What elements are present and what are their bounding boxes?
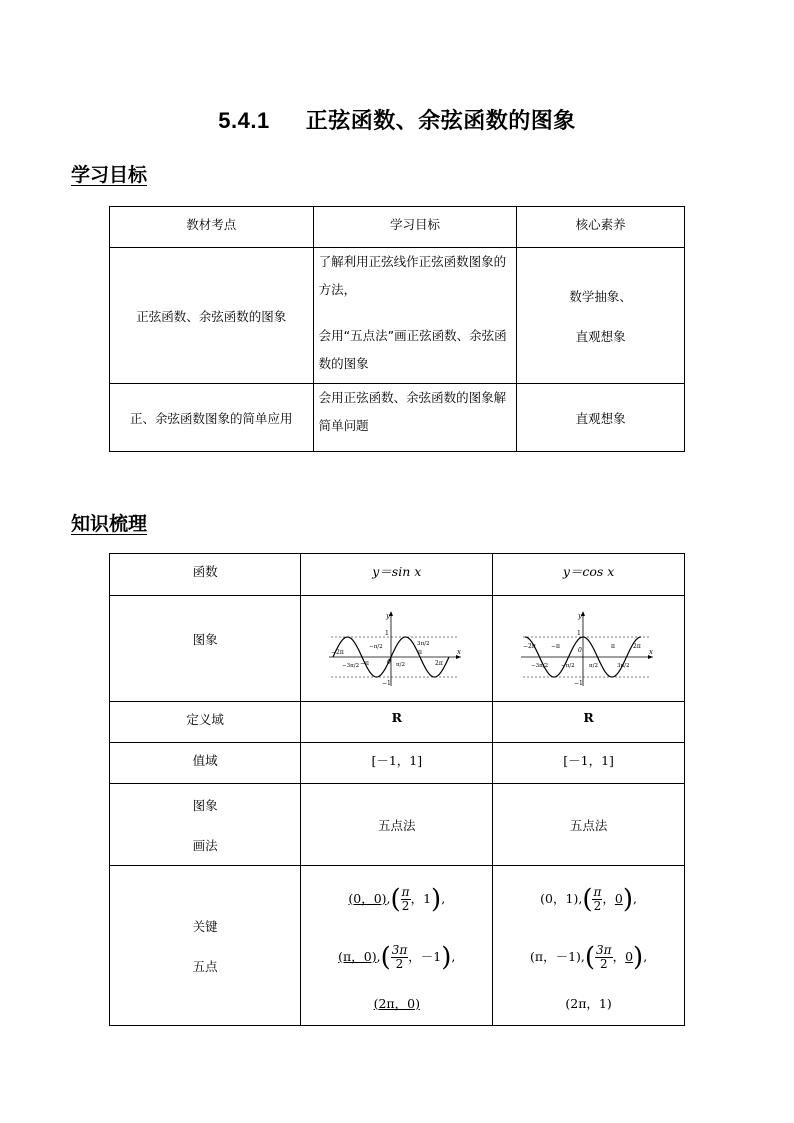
cos-label-one: 1 [576, 629, 581, 637]
sin-kp1: (0，0) [348, 890, 387, 906]
section-number: 5.4.1 [218, 108, 270, 133]
cos-label-negpi: −π [550, 642, 560, 650]
sin-kp5: (2π，0) [373, 995, 420, 1011]
cos-label-2pi: 2π [632, 642, 641, 650]
sin-kp4-val: －1 [420, 948, 442, 964]
cos-y-label: y [577, 611, 582, 620]
method-label-b: 画法 [192, 837, 218, 853]
heading-learning-objectives: 学习目标 [71, 164, 148, 186]
key-points-label [110, 866, 301, 1026]
sin-kp2-den: 2 [401, 898, 410, 913]
sin-kp3: (π，0) [338, 948, 377, 964]
sin-kp-line2: (π，0),( $\frac{3\pi}{2}$ ，－1), [338, 942, 456, 972]
domain-cos: R [493, 702, 685, 743]
domain-sin: R [301, 702, 493, 743]
row1-literacy-b: 直观想象 [575, 328, 626, 344]
cos-graph [521, 610, 657, 688]
cos-label-3half: 3π/2 [616, 662, 630, 669]
sin-kp4-num: 3π [391, 942, 408, 957]
domain-label: 定义域 [110, 702, 301, 743]
page-title [0, 104, 794, 135]
header-sin: y＝sin x [301, 554, 493, 596]
knowledge-table [109, 553, 685, 1026]
method-label [110, 784, 301, 866]
cos-label-pi: π [610, 642, 615, 650]
heading-knowledge-summary: 知识梳理 [71, 513, 148, 535]
sin-y-label: y [385, 611, 390, 620]
header-cos: y＝cos x [493, 554, 685, 596]
row1-literacy-a: 数学抽象、 [569, 288, 632, 304]
row1-goal-b: 会用“五点法”画正弦函数、余弦函数的图象 [318, 328, 507, 371]
sin-label-neg2pi: −2π [330, 648, 344, 656]
sin-kp4-frac [391, 944, 409, 970]
row1-goal [313, 248, 517, 384]
cos-label-half: π/2 [588, 662, 598, 669]
row2-topic: 正、余弦函数图象的简单应用 [110, 384, 314, 452]
cos-label-neg-half: −π/2 [560, 662, 575, 669]
sin-label-negpi: −π [359, 659, 369, 667]
sin-kp2-val: 1 [423, 890, 432, 906]
row1-literacy [517, 248, 685, 384]
header-core-literacy: 核心素养 [517, 207, 685, 248]
cos-key-points [493, 866, 685, 1026]
sin-label-3half: 3π/2 [416, 640, 430, 647]
cos-kp3: (π，－1) [529, 948, 581, 964]
sin-label-neg-one: −1 [381, 679, 391, 687]
cos-kp-line3 [493, 986, 684, 1022]
row1-goal-a: 了解利用正弦线作正弦函数图象的方法， [318, 254, 507, 297]
method-label-a: 图象 [192, 797, 218, 813]
cos-kp2-val: 0 [614, 890, 623, 906]
header-learning-goal: 学习目标 [313, 207, 517, 248]
range-sin: [－1，1] [301, 743, 493, 784]
cos-kp4-num: 3π [596, 942, 612, 957]
cos-label-neg2pi: −2π [522, 642, 536, 650]
cos-kp2-num: π [593, 884, 602, 899]
cos-kp4-val: 0 [625, 948, 634, 964]
method-cos: 五点法 [493, 784, 685, 866]
sin-kp-line3 [301, 986, 492, 1022]
sin-kp-line1: (0，0),( $\frac{\pi}{2}$ ，1), [348, 884, 446, 914]
sin-kp4-den: 2 [395, 956, 404, 971]
sin-label-neg-half: −π/2 [368, 643, 383, 650]
sin-kp2-num: π [401, 884, 410, 899]
cos-kp4-frac [595, 944, 613, 970]
sin-x-label: x [456, 647, 461, 656]
title-text: 正弦函数、余弦函数的图象 [305, 109, 576, 134]
sin-label-half: π/2 [395, 661, 405, 668]
cos-x-label: x [648, 647, 653, 656]
sin-label-neg3half: −3π/2 [341, 662, 359, 669]
cos-label-neg-one: −1 [573, 679, 583, 687]
sin-kp2-frac [401, 886, 411, 912]
sin-label-pi: π [417, 648, 422, 656]
cos-kp1: (0，1) [540, 890, 579, 906]
cos-kp-line1: (0，1),( $\frac{\pi}{2}$ ，0), [540, 884, 637, 914]
row2-literacy: 直观想象 [517, 384, 685, 452]
range-label: 值域 [110, 743, 301, 784]
sin-label-one: 1 [384, 629, 389, 637]
sin-graph-cell [301, 596, 493, 702]
sin-graph [329, 610, 465, 688]
sin-label-origin: 0 [386, 658, 391, 666]
method-sin: 五点法 [301, 784, 493, 866]
cos-graph-cell [493, 596, 685, 702]
cos-kp5: (2π，1) [565, 995, 612, 1011]
row1-topic: 正弦函数、余弦函数的图象 [110, 248, 314, 384]
objectives-table [109, 206, 685, 452]
cos-label-neg3half: −3π/2 [530, 662, 548, 669]
cos-label-origin: 0 [577, 646, 582, 654]
range-cos: [－1，1] [493, 743, 685, 784]
cos-kp2-den: 2 [593, 898, 602, 913]
cos-kp2-frac [592, 886, 602, 912]
cos-kp4-den: 2 [599, 956, 608, 971]
header-function: 函数 [110, 554, 301, 596]
key-label-b: 五点 [192, 958, 218, 974]
cos-kp-line2: (π，－1),( $\frac{3\pi}{2}$ ，0), [529, 942, 648, 972]
sin-key-points [301, 866, 493, 1026]
header-textbook-topic: 教材考点 [110, 207, 314, 248]
sin-label-2pi: 2π [434, 659, 443, 667]
key-label-a: 关键 [192, 918, 218, 934]
row2-goal: 会用正弦函数、余弦函数的图象解简单问题 [313, 384, 517, 452]
graph-label: 图象 [110, 596, 301, 702]
